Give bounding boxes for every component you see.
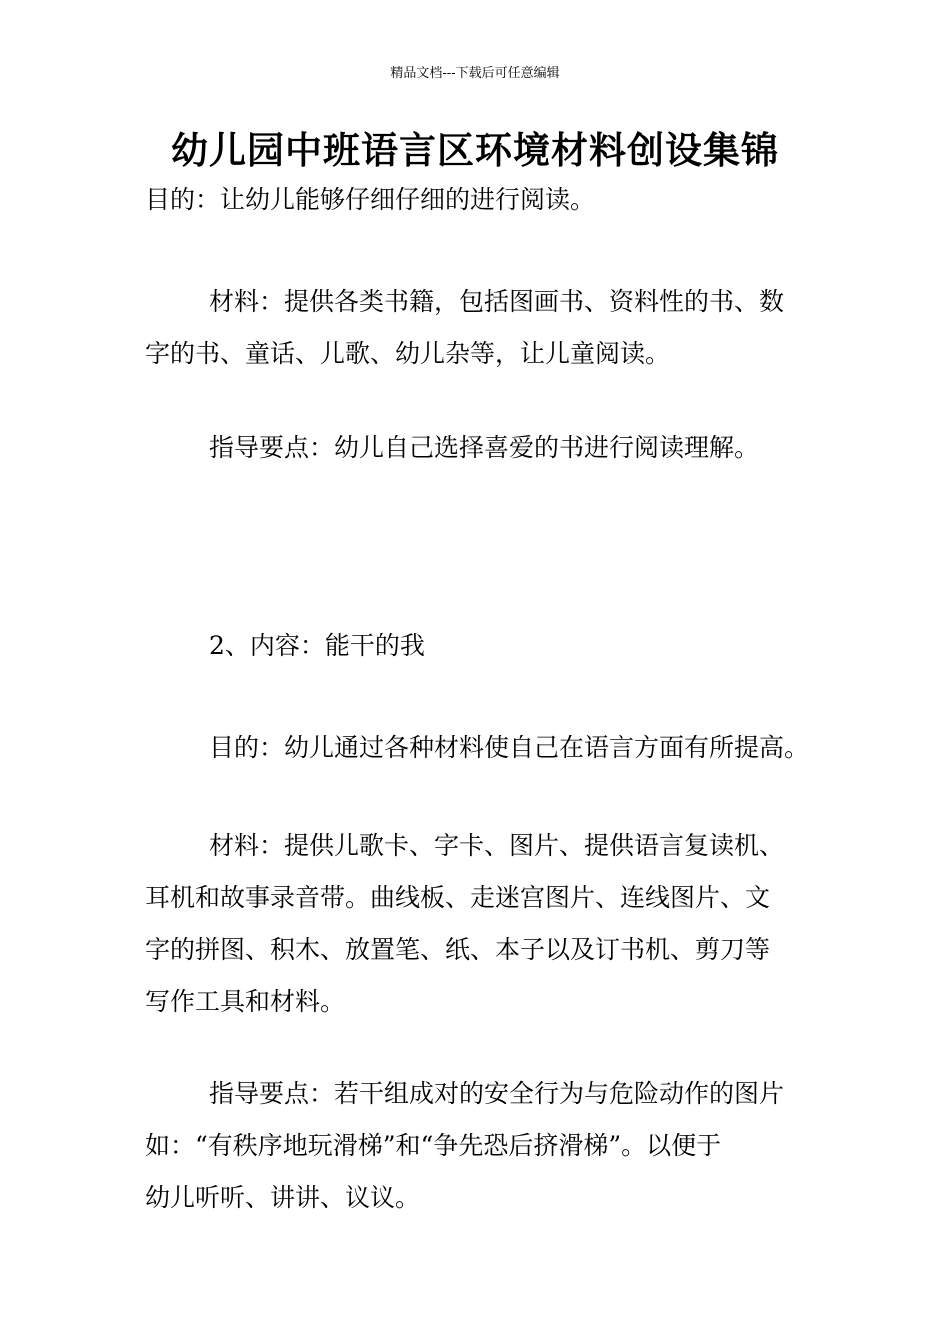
paragraph-line: 字的书、童话、儿歌、幼儿杂等，让儿童阅读。 <box>145 339 671 368</box>
paragraph-purpose-2 <box>145 722 810 774</box>
paragraph-purpose-1 <box>145 174 810 226</box>
paragraph-materials-2 <box>145 820 810 1028</box>
header-note: 精品文档---下载后可任意编辑 <box>390 66 560 81</box>
paragraph-line: 目的：幼儿通过各种材料使自己在语言方面有所提高。 <box>209 733 810 762</box>
paragraph-materials-1 <box>145 276 810 380</box>
document-title: 幼儿园中班语言区环境材料创设集锦 <box>171 129 779 172</box>
paragraph-line: 2、内容：能干的我 <box>209 631 425 660</box>
paragraph-line: 如：“有秩序地玩滑梯”和“争先恐后挤滑梯”。以便于 <box>145 1131 722 1160</box>
section-heading-content-2 <box>145 620 810 672</box>
paragraph-line: 写作工具和材料。 <box>145 987 346 1016</box>
paragraph-line: 目的：让幼儿能够仔细仔细的进行阅读。 <box>145 185 596 214</box>
paragraph-line: 材料：提供各类书籍，包括图画书、资料性的书、数 <box>209 287 785 316</box>
paragraph-guidance-1 <box>145 422 810 474</box>
paragraph-line: 材料：提供儿歌卡、字卡、图片、提供语言复读机、 <box>209 831 785 860</box>
paragraph-guidance-2 <box>145 1068 810 1224</box>
paragraph-line: 耳机和故事录音带。曲线板、走迷宫图片、连线图片、文 <box>145 883 771 912</box>
paragraph-line: 字的拼图、积木、放置笔、纸、本子以及订书机、剪刀等 <box>145 935 771 964</box>
paragraph-line: 幼儿听听、讲讲、议议。 <box>145 1183 421 1212</box>
paragraph-line: 指导要点：若干组成对的安全行为与危险动作的图片 <box>209 1079 785 1108</box>
paragraph-line: 指导要点：幼儿自己选择喜爱的书进行阅读理解。 <box>209 433 760 462</box>
